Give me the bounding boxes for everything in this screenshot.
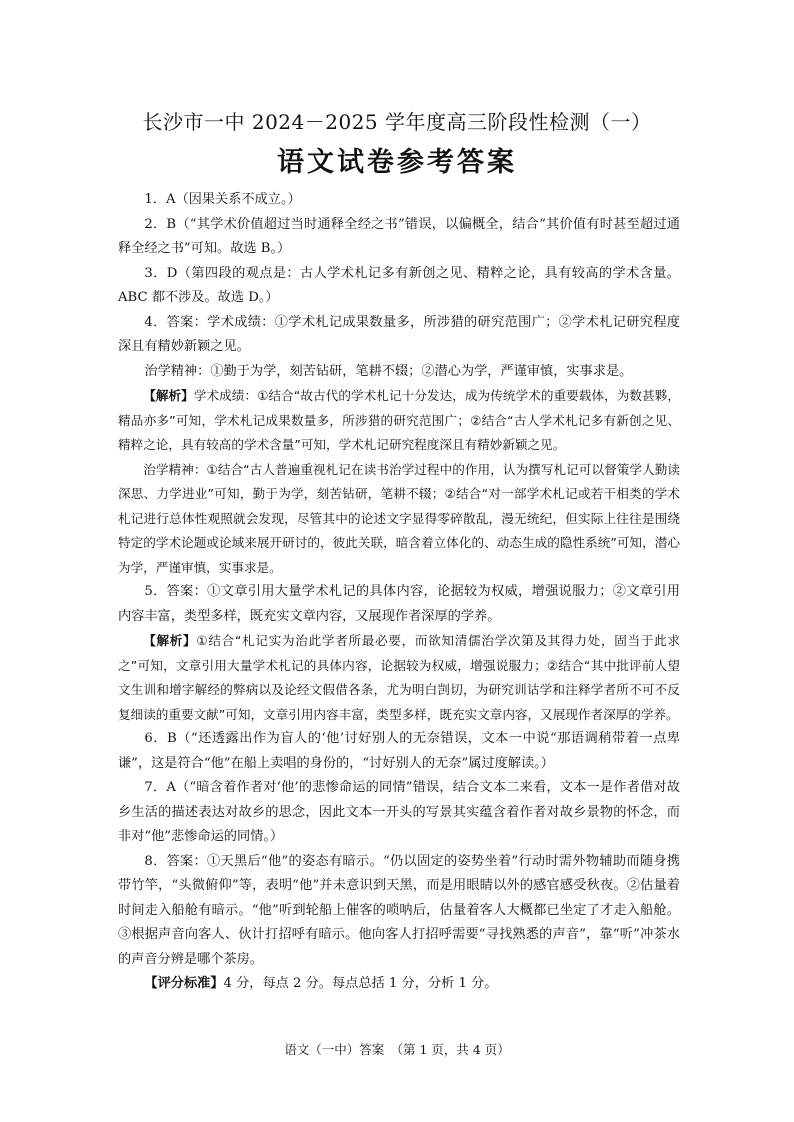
answer-q3: 3．D（第四段的观点是：古人学术札记多有新创之见、精粹之论，具有较高的学术含量。ABC 都不涉及。故选 D。） <box>118 265 680 305</box>
scoring-text: 4 分，每点 2 分。每点总括 1 分，分析 1 分。 <box>223 976 498 991</box>
answer-q7: 7．A（“暗含着作者对‘他’的悲惨命运的同情”错误，结合文本二来看，文本一是作者借对故乡生活的描述表达对故乡的思念，因此文本一开头的写景其实蕴含着作者对故乡景物的怀念，而非对“他”悲惨命运的同情。） <box>118 780 680 844</box>
answer-q8: 8．答案：①天黑后“他”的姿态有暗示。“仍以固定的姿势坐着”行动时需外物辅助而随身携带竹竿，“头微俯仰”等，表明“他”并未意识到天黑，而是用眼睛以外的感官感受秋夜。②估量着时间走入船舱有暗示。“他”听到轮船上催客的唢呐后，估量着客人大概都已坐定了才走入船舱。③根据声音向客人、伙计打招呼有暗示。他向客人打招呼需要“寻找熟悉的声音”，靠“听”冲茶水的声音分辨是哪个茶房。 <box>118 853 680 967</box>
analysis-q5-paragraph <box>118 629 680 727</box>
scoring-standard <box>118 972 680 997</box>
analysis-tag: 【解析】 <box>143 388 194 403</box>
answer-q5: 5．答案：①文章引用大量学术札记的具体内容，论据较为权威，增强说服力；②文章引用内容丰富，类型多样，既充实文章内容，又展现作者深厚的学养。 <box>118 584 680 624</box>
analysis-q4-paragraph-1 <box>118 384 680 458</box>
exam-title: 长沙市一中 2024－2025 学年度高三阶段性检测（一） <box>142 110 652 134</box>
analysis-tag: 【解析】 <box>143 633 197 648</box>
page-footer: 语文（一中）答案 （第 1 页，共 4 页） <box>284 1042 510 1057</box>
answer-q4: 4．答案：学术成绩：①学术札记成果数量多，所涉猎的研究范围广；②学术札记研究程度深且有精妙新颖之见。 <box>118 314 680 354</box>
answer-q6: 6．B（“还透露出作为盲人的‘他’讨好别人的无奈错误，文本一中说“那语调稍带着一点卑谦”，这是符合“他”在船上卖唱的身份的，“讨好别人的无奈”属过度解读。） <box>118 731 680 771</box>
analysis-q5-text: ①结合“札记实为治此学者所最必要，而欲知清儒治学次第及其得力处，固当于此求之”可知，文章引用大量学术札记的具体内容，论据较为权威，增强说服力；②结合“其中批评前人望文生训和增字解经的弊病以及论经文假借各条，尤为明白剀切，为研究训诂学和注释学者所不可不反复细读的重要文献”可知，文章引用内容丰富，类型多样，既充实文章内容，又展现作者深厚的学养。 <box>118 633 681 722</box>
answer-q2: 2．B（“其学术价值超过当时通释全经之书”错误，以偏概全，结合“其价值有时甚至超过通释全经之书”可知。故选 B。） <box>118 216 680 256</box>
analysis-q4-text-1: 学术成绩：①结合“故古代的学术札记十分发达，成为传统学术的重要载体，为数甚夥，精品亦多”可知，学术札记成果数量多，所涉猎的研究范围广；②结合“古人学术札记多有新创之见、精粹之论，具有较高的学术含量”可知，学术札记研究程度深且有精妙新颖之见。 <box>118 388 681 452</box>
answer-q4-spirit: 治学精神：①勤于为学，刻苦钻研，笔耕不辍；②潜心为学，严谨审慎，实事求是。 <box>144 363 633 379</box>
scoring-tag: 【评分标准】 <box>144 976 224 991</box>
answer-content <box>118 188 680 997</box>
analysis-q4-paragraph-2: 治学精神：①结合“古人普遍重视札记在读书治学过程中的作用，认为撰写札记可以督策学人勤读深思、力学进业”可知，勤于为学，刻苦钻研，笔耕不辍；②结合“对一部学术札记或若干相类的学术札记进行总体性观照就会发现，尽管其中的论述文字显得零碎散乱，漫无统纪，但实际上往往是围绕特定的学术论题或论域来展开研讨的，彼此关联，暗含着立体化的、动态生成的隐性系统”可知，潜心为学，严谨审慎，实事求是。 <box>118 461 680 575</box>
document-title: 语文试卷参考答案 <box>277 147 517 178</box>
answer-q1: 1．A（因果关系不成立。） <box>144 192 301 207</box>
